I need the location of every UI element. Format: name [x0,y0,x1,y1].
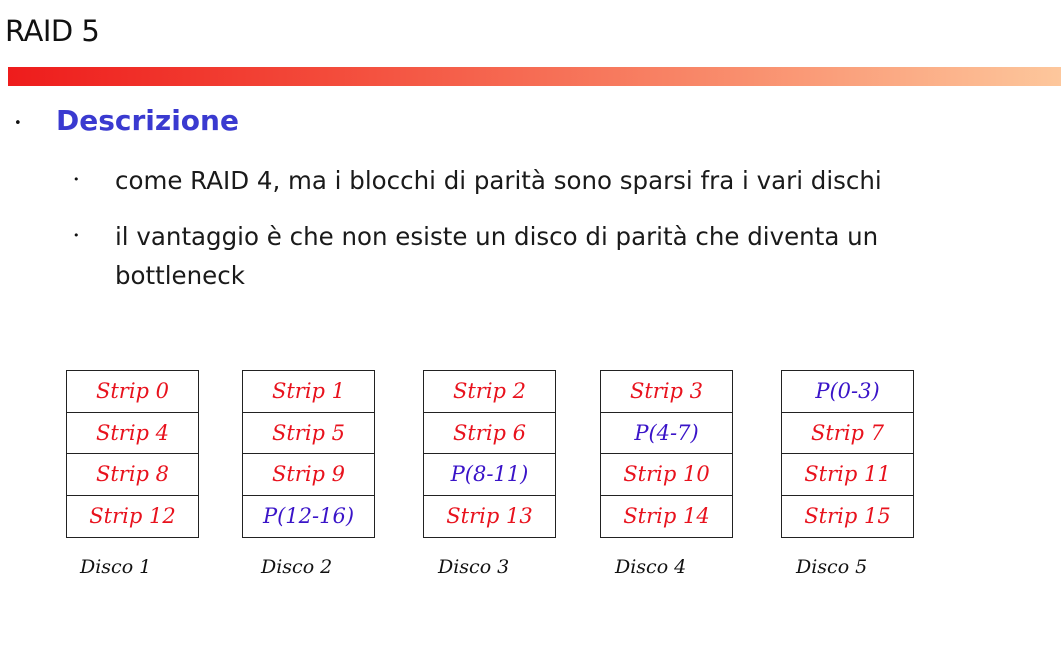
disk-label: Disco 4 [615,556,687,578]
disk-strip: Strip 0 [67,371,198,413]
disk-4 [600,370,733,538]
disk-strip: P(0-3) [782,371,913,413]
disk-strip: Strip 3 [601,371,732,413]
slide-title: RAID 5 [5,14,100,48]
disk-strip: Strip 8 [67,454,198,496]
disk-strip: Strip 4 [67,413,198,455]
bullet-item: come RAID 4, ma i blocchi di parità sono sparsi fra i vari dischi [115,166,882,195]
disk-strip: Strip 7 [782,413,913,455]
title-divider-bar [8,67,1061,86]
bullet-icon: • [73,173,80,186]
disk-strip: Strip 12 [89,504,176,529]
disk-strip: Strip 9 [243,454,374,496]
disk-3 [423,370,556,538]
disk-strip: Strip 5 [243,413,374,455]
bullet-item: il vantaggio è che non esiste un disco di parità che diventa un bottleneck [115,222,879,290]
disk-strip: Strip 14 [623,504,710,529]
disk-strip: P(4-7) [601,413,732,455]
disk-label: Disco 1 [80,556,152,578]
disk-strip: Strip 1 [243,371,374,413]
disk-strip: Strip 6 [424,413,555,455]
disk-strip: Strip 10 [601,454,732,496]
bullet-icon: • [73,229,80,242]
disk-strip: Strip 11 [782,454,913,496]
disk-strip: P(12-16) [262,504,355,529]
disk-label: Disco 5 [796,556,868,578]
disk-2 [242,370,375,538]
disk-strip: Strip 15 [804,504,891,529]
disk-label: Disco 2 [261,556,333,578]
section-heading: Descrizione [56,104,239,137]
disk-5 [781,370,914,538]
disk-1 [66,370,199,538]
disk-strip: P(8-11) [424,454,555,496]
disk-label: Disco 3 [438,556,510,578]
bullet-icon: • [14,116,22,131]
disk-strip: Strip 13 [446,504,533,529]
disk-strip: Strip 2 [424,371,555,413]
